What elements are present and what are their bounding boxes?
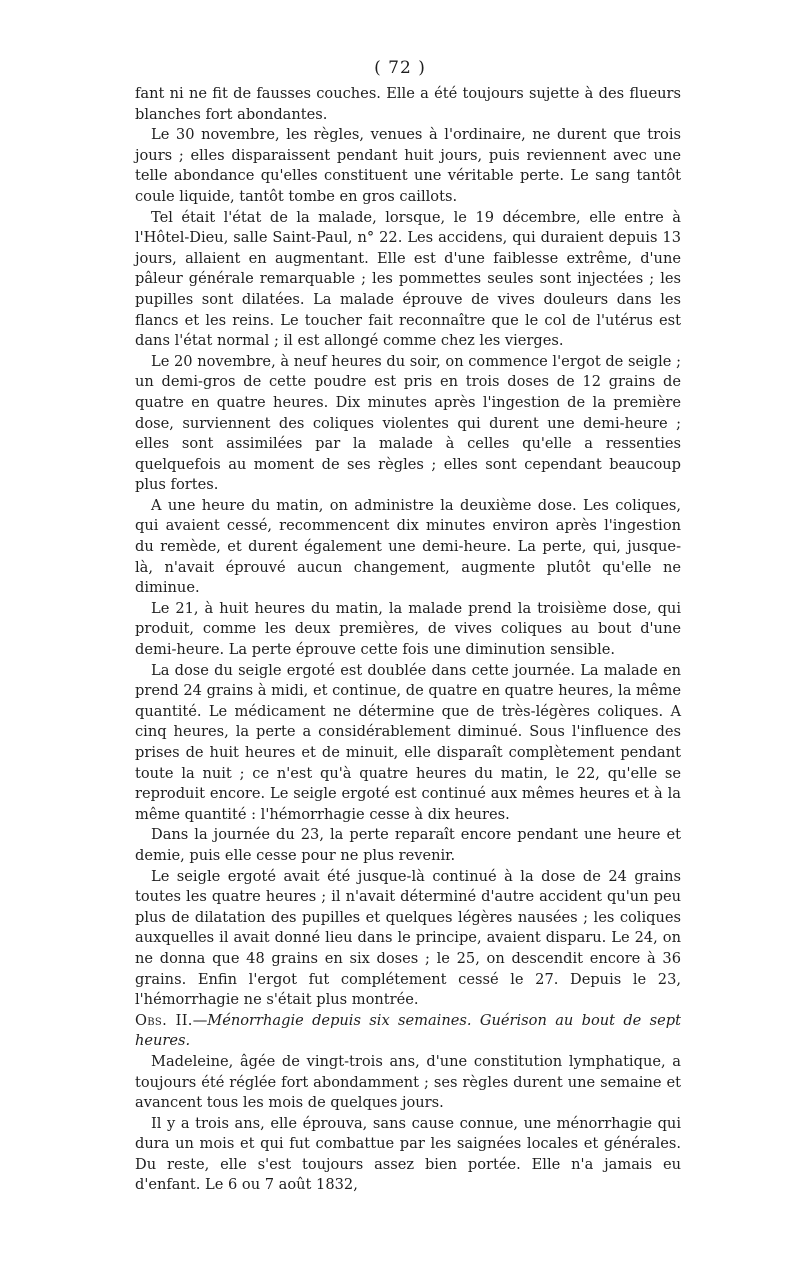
paragraph: Tel était l'état de la malade, lorsque, le 19 décembre, elle entre à l'Hôtel-Dieu, salle Saint-Paul, n° 22. Les accidens, qui duraient depuis 13 jours, allaient en augmentant. Elle est d'une faiblesse extrême, d'une pâleur générale remarquable ; les pommettes seules sont injectées ; les pupilles sont dilatées. La malade éprouve de vives douleurs dans les flancs et les reins. Le toucher fait reconnaître que le col de l'utérus est dans l'état normal ; il est allongé comme chez les vierges. — [135, 208, 681, 350]
paragraph: A une heure du matin, on administre la deuxième dose. Les coliques, qui avaient cessé, recommencent dix minutes environ après l'ingestion du remède, et durent également une demi-heure. La perte, qui, jusque-là, n'avait éprouvé aucun changement, augmente plutôt qu'elle ne diminue. — [135, 496, 681, 597]
paragraph: Dans la journée du 23, la perte reparaît encore pendant une heure et demie, puis elle cesse pour ne plus revenir. — [135, 826, 681, 864]
observation-heading — [135, 1011, 681, 1052]
paragraph: Madeleine, âgée de vingt-trois ans, d'une constitution lymphatique, a toujours été réglée fort abondamment ; ses règles durent une semaine et avancent tous les mois de quelques jours. — [135, 1052, 681, 1112]
paragraph: Le 30 novembre, les règles, venues à l'ordinaire, ne durent que trois jours ; elles disparaissent pendant huit jours, puis reviennent avec une telle abondance qu'elles constituent une véritable perte. Le sang tantôt coule liquide, tantôt tombe en gros caillots. — [135, 126, 681, 205]
observation-dash: — — [192, 1011, 208, 1029]
paragraph-continuation: fant ni ne fit de fausses couches. Elle a été toujours sujette à des flueurs blanches fort abondantes. — [135, 85, 681, 123]
page-number: ( 72 ) — [374, 58, 426, 78]
observation-title: Ménorrhagie depuis six semaines. Guérison au bout de sept heures. — [135, 1011, 681, 1050]
paragraph: Il y a trois ans, elle éprouva, sans cause connue, une ménorrhagie qui dura un mois et qui fut combattue par les saignées locales et générales. Du reste, elle s'est toujours assez bien portée. Elle n'a jamais eu d'enfant. Le 6 ou 7 août 1832, — [135, 1114, 681, 1194]
body-text — [135, 84, 681, 1196]
observation-label: Obs. II. — [135, 1011, 193, 1029]
paragraph: La dose du seigle ergoté est doublée dans cette journée. La malade en prend 24 grains à midi, et continue, de quatre en quatre heures, la même quantité. Le médicament ne détermine que de très-légères coliques. A cinq heures, la perte a considérablement diminué. Sous l'influence des prises de huit heures et de minuit, elle disparaît complètement pendant toute la nuit ; ce n'est qu'à quatre heures du matin, le 22, qu'elle se reproduit encore. Le seigle ergoté est continué aux mêmes heures et à la même quantité : l'hémorrhagie cesse à dix heures. — [135, 661, 681, 823]
paragraph: Le 20 novembre, à neuf heures du soir, on commence l'ergot de seigle ; un demi-gros de cette poudre est pris en trois doses de 12 grains de quatre en quatre heures. Dix minutes après l'ingestion de la première dose, surviennent des coliques violentes qui durent une demi-heure ; elles sont assimilées par la malade à celles qu'elle a ressenties quelquefois au moment de ses règles ; elles sont cependant beaucoup plus fortes. — [135, 352, 681, 494]
paragraph: Le seigle ergoté avait été jusque-là continué à la dose de 24 grains toutes les quatre heures ; il n'avait déterminé d'autre accident qu'un peu plus de dilatation des pupilles et quelques légères nausées ; les coliques auxquelles il avait donné lieu dans le principe, avaient disparu. Le 24, on ne donna que 48 grains en six doses ; le 25, on descendit encore à 36 grains. Enfin l'ergot fut complétement cessé le 27. Depuis le 23, l'hémorrhagie ne s'était plus montrée. — [135, 867, 681, 1009]
paragraph: Le 21, à huit heures du matin, la malade prend la troisième dose, qui produit, comme les deux premières, de vives coliques au bout d'une demi-heure. La perte éprouve cette fois une diminution sensible. — [135, 599, 681, 659]
